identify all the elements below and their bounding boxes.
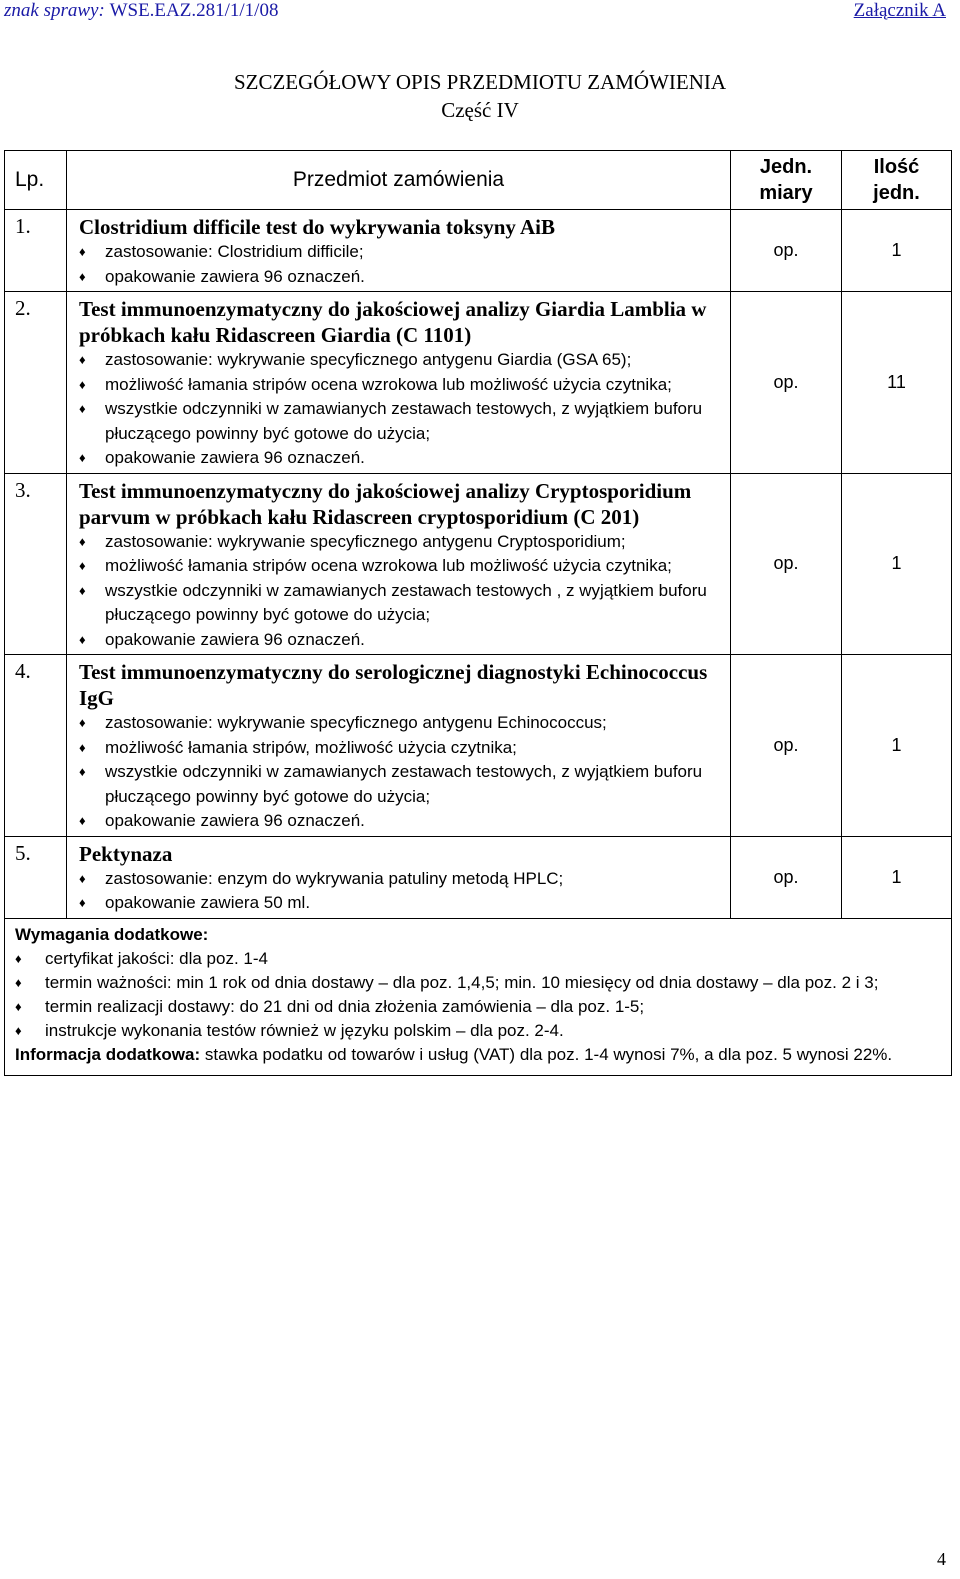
item-bullet: ♦ opakowanie zawiera 50 ml. <box>67 891 730 916</box>
requirements-cell <box>5 918 952 1075</box>
item-bullet-list <box>67 867 730 918</box>
item-description <box>67 836 731 918</box>
item-unit: op. <box>731 473 842 655</box>
item-bullet: ♦ możliwość łamania stripów ocena wzrokowa lub możliwość użycia czytnika; <box>67 554 730 579</box>
table-row <box>5 473 952 655</box>
page-number: 4 <box>937 1549 946 1569</box>
item-lp-number: 3. <box>15 477 31 502</box>
item-bullet: ♦ wszystkie odczynniki w zamawianych zestawach testowych, z wyjątkiem buforu płuczącego powinny być gotowe do użycia; <box>67 760 730 809</box>
item-quantity: 1 <box>842 655 952 837</box>
header-lp: Lp. <box>5 151 67 210</box>
requirement-item: ♦ certyfikat jakości: dla poz. 1-4 <box>15 947 945 971</box>
item-bullet: ♦ wszystkie odczynniki w zamawianych zestawach testowych , z wyjątkiem buforu płuczącego powinny być gotowe do użycia; <box>67 579 730 628</box>
requirements-title: Wymagania dodatkowe: <box>15 924 209 944</box>
item-description <box>67 473 731 655</box>
item-bullet: ♦ zastosowanie: Clostridium difficile; <box>67 240 730 265</box>
header-unit-line1: Jedn. <box>759 156 813 178</box>
item-lp <box>5 210 67 292</box>
table-row <box>5 836 952 918</box>
case-reference <box>4 0 278 22</box>
item-title: Pektynaza <box>79 841 173 866</box>
item-bullet: ♦ zastosowanie: enzym do wykrywania patuliny metodą HPLC; <box>67 867 730 892</box>
items-body <box>5 210 952 919</box>
item-title: Test immunoenzymatyczny do serologicznej diagnostyki Echinococcus IgG <box>79 660 708 710</box>
item-bullet-list <box>67 711 730 836</box>
item-description <box>67 210 731 292</box>
header-qty-line2: jedn. <box>873 182 920 204</box>
item-bullet-list <box>67 530 730 655</box>
item-title: Test immunoenzymatyczny do jakościowej analizy Giardia Lamblia w próbkach kału Ridascreen Giardia (C 1101) <box>79 297 707 347</box>
header-subject: Przedmiot zamówienia <box>67 151 731 210</box>
additional-info-text: stawka podatku od towarów i usług (VAT) dla poz. 1-4 wynosi 7%, a dla poz. 5 wynosi 22%. <box>200 1044 893 1064</box>
requirements-row <box>5 918 952 1075</box>
item-lp <box>5 655 67 837</box>
document-title: SZCZEGÓŁOWY OPIS PRZEDMIOTU ZAMÓWIENIA <box>233 70 727 94</box>
item-bullet: ♦ opakowanie zawiera 96 oznaczeń. <box>67 628 730 653</box>
item-title: Test immunoenzymatyczny do jakościowej analizy Cryptosporidium parvum w próbkach kału Ridascreen cryptosporidium (C 201) <box>79 478 692 529</box>
table-header-row <box>5 151 952 210</box>
header-unit <box>731 151 842 210</box>
item-title: Clostridium difficile test do wykrywania toksyny AiB <box>79 215 556 239</box>
table-row <box>5 210 952 292</box>
item-description <box>67 655 731 837</box>
item-bullet: ♦ opakowanie zawiera 96 oznaczeń. <box>67 446 730 471</box>
item-quantity: 1 <box>842 473 952 655</box>
additional-info <box>15 1043 945 1067</box>
document-subtitle: Część IV <box>441 98 519 122</box>
item-bullet: ♦ opakowanie zawiera 96 oznaczeń. <box>67 265 730 290</box>
item-bullet: ♦ opakowanie zawiera 96 oznaczeń. <box>67 809 730 834</box>
item-quantity: 1 <box>842 210 952 292</box>
table-row <box>5 655 952 837</box>
item-quantity: 11 <box>842 292 952 474</box>
table-row <box>5 292 952 474</box>
case-number: WSE.EAZ.281/1/1/08 <box>109 0 279 21</box>
attachment-label: Załącznik A <box>853 0 946 21</box>
case-label: znak sprawy: <box>4 0 105 21</box>
item-unit: op. <box>731 210 842 292</box>
requirements-list <box>15 947 945 1043</box>
item-bullet: ♦ zastosowanie: wykrywanie specyficznego antygenu Cryptosporidium; <box>67 530 730 555</box>
item-unit: op. <box>731 292 842 474</box>
specification-table <box>4 150 952 1076</box>
requirement-item: ♦ termin realizacji dostawy: do 21 dni od dnia złożenia zamówienia – dla poz. 1-5; <box>15 995 945 1019</box>
item-bullet: ♦ zastosowanie: wykrywanie specyficznego antygenu Echinococcus; <box>67 711 730 736</box>
item-lp-number: 1. <box>15 214 31 238</box>
item-bullet-list <box>67 348 730 473</box>
item-bullet: ♦ możliwość łamania stripów ocena wzrokowa lub możliwość użycia czytnika; <box>67 373 730 398</box>
item-lp <box>5 836 67 918</box>
requirement-item: ♦ instrukcje wykonania testów również w języku polskim – dla poz. 2-4. <box>15 1019 945 1043</box>
item-lp <box>5 473 67 655</box>
item-bullet-list <box>67 240 730 291</box>
item-lp-number: 2. <box>15 296 31 320</box>
item-unit: op. <box>731 655 842 837</box>
additional-info-label: Informacja dodatkowa: <box>15 1044 201 1064</box>
item-quantity: 1 <box>842 836 952 918</box>
item-lp-number: 4. <box>15 659 31 683</box>
item-bullet: ♦ zastosowanie: wykrywanie specyficznego antygenu Giardia (GSA 65); <box>67 348 730 373</box>
header-qty-line1: Ilość <box>873 156 920 178</box>
item-bullet: ♦ wszystkie odczynniki w zamawianych zestawach testowych, z wyjątkiem buforu płuczącego powinny być gotowe do użycia; <box>67 397 730 446</box>
item-bullet: ♦ możliwość łamania stripów, możliwość użycia czytnika; <box>67 736 730 761</box>
item-lp-number: 5. <box>15 840 31 865</box>
item-unit: op. <box>731 836 842 918</box>
item-lp <box>5 292 67 474</box>
item-description <box>67 292 731 474</box>
requirement-item: ♦ termin ważności: min 1 rok od dnia dostawy – dla poz. 1,4,5; min. 10 miesięcy od dnia dostawy – dla poz. 2 i 3; <box>15 971 945 995</box>
header-unit-line2: miary <box>759 182 813 204</box>
header-qty <box>842 151 952 210</box>
